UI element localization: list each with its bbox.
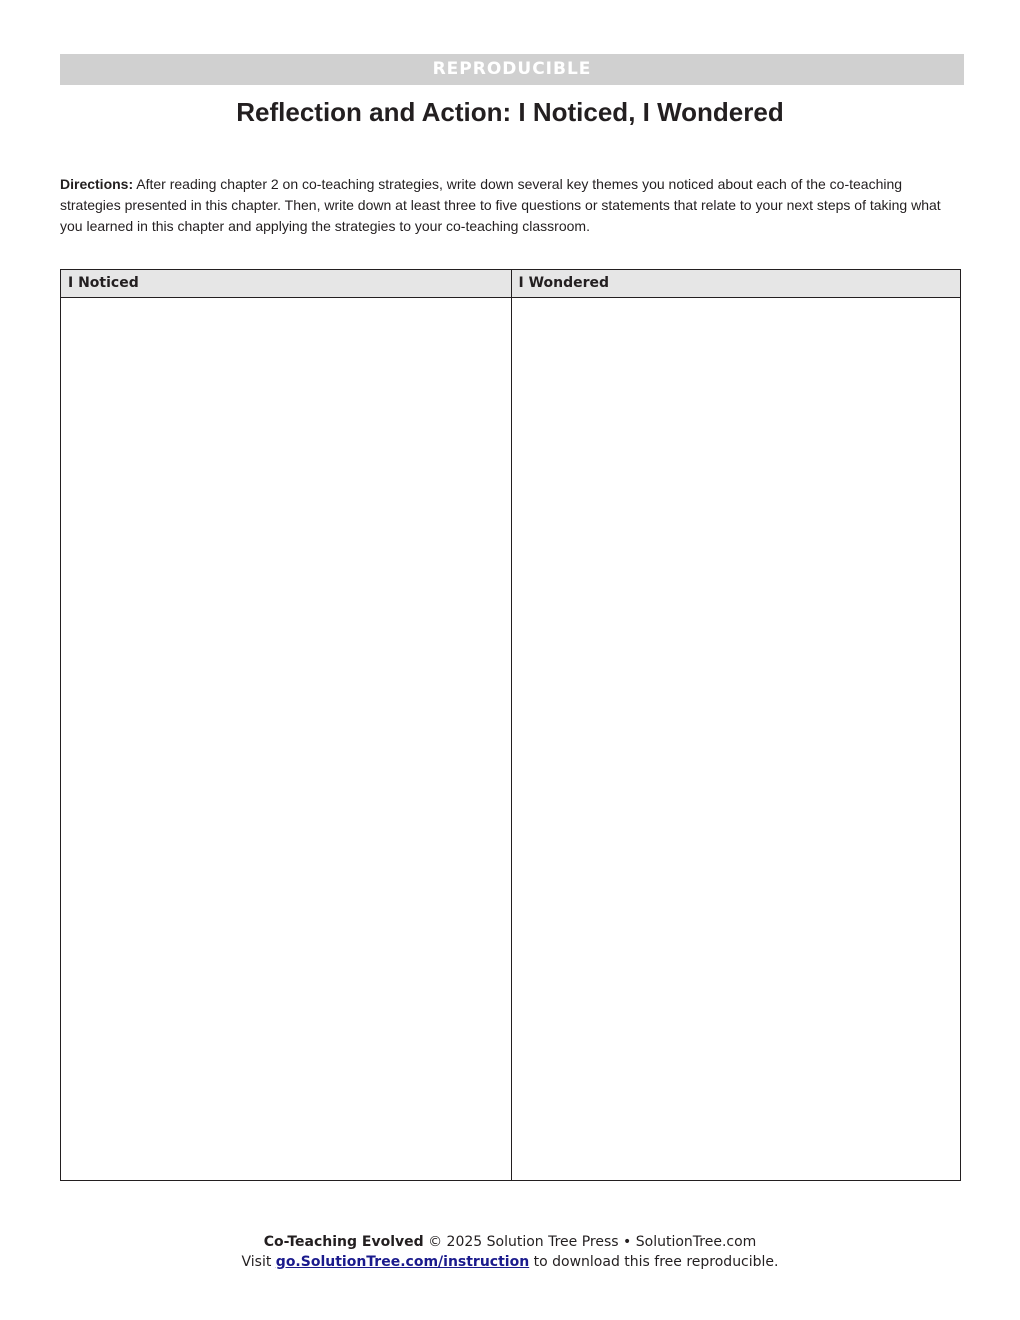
directions-paragraph (60, 174, 960, 237)
wondered-column (511, 270, 961, 1180)
noticed-column (61, 270, 511, 1180)
directions-text: After reading chapter 2 on co-teaching strategies, write down several key themes you noticed about each of the co-teaching strategies presented in this chapter. Then, write down at least three to five questions or statements that relate to your next steps of taking what you learned in this chapter and applying the strategies to your co-teaching classroom. (60, 176, 941, 234)
footer-visit-line (0, 1252, 1020, 1272)
reproducible-banner: REPRODUCIBLE (60, 54, 964, 85)
noticed-writing-area[interactable] (61, 298, 511, 1180)
wondered-writing-area[interactable] (512, 298, 961, 1180)
footer-visit-suffix: to download this free reproducible. (529, 1254, 779, 1270)
page-title: Reflection and Action: I Noticed, I Wondered (236, 97, 784, 127)
wondered-column-header: I Wondered (512, 270, 961, 298)
footer-copyright-line (0, 1232, 1020, 1252)
notice-wonder-table (60, 269, 961, 1181)
footer-copyright: © 2025 Solution Tree Press • SolutionTree.com (423, 1234, 757, 1250)
footer-download-link[interactable]: go.SolutionTree.com/instruction (275, 1254, 530, 1270)
footer-book-title: Co-Teaching Evolved (263, 1234, 424, 1250)
noticed-column-header: I Noticed (61, 270, 511, 298)
footer-visit-prefix: Visit (241, 1254, 276, 1270)
directions-label: Directions: (60, 176, 134, 192)
page-footer (0, 1232, 1020, 1272)
